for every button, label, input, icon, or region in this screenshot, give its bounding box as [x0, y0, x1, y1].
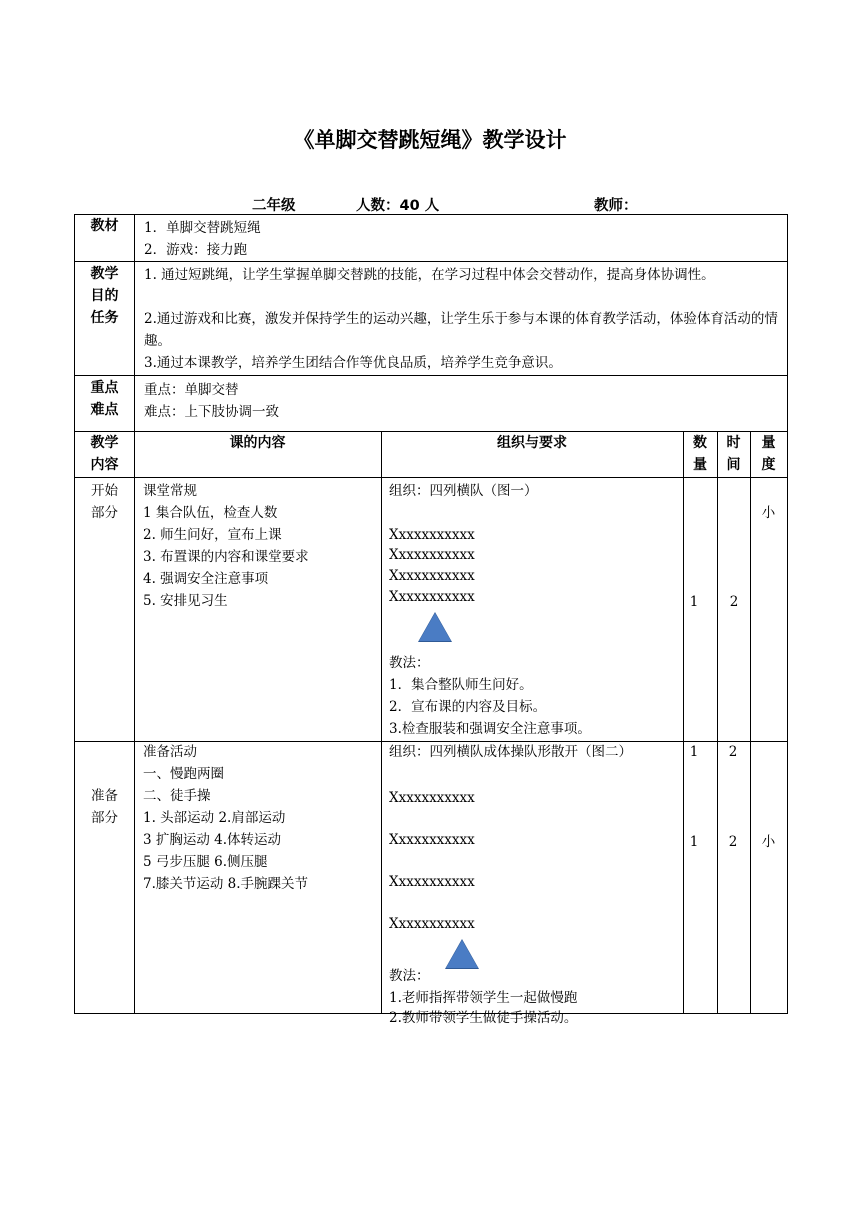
material-label: 教材 — [90, 218, 119, 234]
start-qty: 1 — [689, 594, 699, 610]
prep-content-5: 5 弓步压腿 6.侧压腿 — [143, 854, 268, 870]
prep-content-6: 7.膝关节运动 8.手腕踝关节 — [143, 876, 309, 892]
start-content-5: 5. 安排见习生 — [143, 593, 228, 609]
prep-method-1: 1.老师指挥带领学生一起做慢跑 — [389, 990, 578, 1006]
prep-content-1: 一、慢跑两圈 — [143, 766, 224, 782]
header-qty-1: 数 — [693, 435, 707, 451]
start-formation-row-2: Xxxxxxxxxxx — [389, 547, 475, 563]
start-time: 2 — [729, 594, 739, 610]
prep-method-2: 2.教师带领学生做徒手操活动。 — [389, 1010, 578, 1026]
goal-line-2: 2.通过游戏和比赛，激发并保持学生的运动兴趣，让学生乐于参与本课的体育教学活动，体验体育活动的情趣。 — [144, 311, 778, 349]
header-intensity — [750, 431, 787, 478]
start-content-1: 1 集合队伍，检查人数 — [143, 505, 278, 521]
goal-line-1: 1. 通过短跳绳，让学生掌握单脚交替跳的技能，在学习过程中体会交替动作，提高身体协调性。 — [144, 267, 715, 283]
start-method-3: 3.检查服装和强调安全注意事项。 — [389, 721, 591, 737]
header-org-text: 组织与要求 — [497, 435, 567, 451]
prep-org-title: 组织：四列横队成体操队形散开（图二） — [389, 744, 632, 760]
prep-content-4: 3 扩胸运动 4.体转运动 — [143, 832, 282, 848]
header-org — [381, 431, 684, 478]
start-formation-row-1: Xxxxxxxxxxx — [389, 527, 475, 543]
prep-qty-1: 1 — [689, 744, 699, 760]
start-org-title: 组织：四列横队（图一） — [389, 483, 538, 499]
header-qty-2: 量 — [693, 457, 707, 473]
lesson-plan-table — [74, 214, 788, 1026]
prep-content-0: 准备活动 — [143, 744, 197, 760]
start-content-3: 3. 布置课的内容和课堂要求 — [143, 549, 309, 565]
start-intensity-cell — [750, 477, 787, 742]
prep-time-cell — [717, 741, 751, 1013]
prep-label-cell — [75, 741, 135, 1013]
prep-method-title: 教法： — [389, 968, 430, 984]
key-label-cell — [75, 375, 135, 432]
goals-label-2: 目的 — [90, 288, 119, 304]
goals-label-1: 教学 — [90, 266, 119, 282]
goals-label-3: 任务 — [90, 310, 119, 326]
header-time-2: 间 — [726, 457, 741, 473]
prep-formation-row-4: Xxxxxxxxxxx — [389, 916, 475, 932]
start-content-2: 2. 师生问好，宣布上课 — [143, 527, 282, 543]
header-time-1: 时 — [726, 435, 741, 451]
header-content-label-1: 教学 — [90, 435, 119, 451]
start-formation-row-4: Xxxxxxxxxxx — [389, 589, 475, 605]
key-label-2: 难点 — [90, 402, 119, 418]
material-content-cell — [134, 215, 787, 262]
start-content-0: 课堂常规 — [143, 483, 197, 499]
prep-formation-row-3: Xxxxxxxxxxx — [389, 874, 475, 890]
start-label-1: 开始 — [91, 483, 118, 499]
prep-intensity: 小 — [761, 834, 776, 850]
student-count-text: 人数：40 人 — [356, 198, 440, 214]
prep-time-2: 2 — [728, 834, 738, 850]
header-intensity-1: 量 — [761, 435, 776, 451]
start-method-title: 教法： — [389, 655, 430, 671]
prep-formation-row-1: Xxxxxxxxxxx — [389, 790, 475, 806]
goals-label-cell — [75, 261, 135, 376]
prep-content-3: 1. 头部运动 2.肩部运动 — [143, 810, 286, 826]
key-point: 重点：单脚交替 — [144, 382, 239, 398]
teacher-text: 教师： — [594, 198, 638, 214]
start-time-cell — [717, 477, 751, 742]
prep-qty-cell — [683, 741, 718, 1013]
start-content-cell — [134, 477, 382, 742]
start-content-4: 4. 强调安全注意事项 — [143, 571, 269, 587]
grade-text: 二年级 — [252, 198, 296, 214]
prep-label-1: 准备 — [91, 788, 118, 804]
header-intensity-2: 度 — [761, 457, 776, 473]
start-formation-row-3: Xxxxxxxxxxx — [389, 568, 475, 584]
start-method-1: 1．集合整队师生问好。 — [389, 677, 533, 693]
teacher-triangle-fill-icon — [419, 613, 451, 641]
difficult-point: 难点：上下肢协调一致 — [144, 404, 279, 420]
key-label-1: 重点 — [90, 380, 119, 396]
header-content-label — [75, 431, 135, 478]
document-title: 《单脚交替跳短绳》教学设计 — [293, 128, 567, 152]
material-label-cell — [75, 215, 135, 262]
start-label-2: 部分 — [91, 505, 118, 521]
prep-content-cell — [134, 741, 382, 1013]
goal-line-3: 3.通过本课教学，培养学生团结合作等优良品质，培养学生竞争意识。 — [144, 355, 562, 371]
prep-formation-row-2: Xxxxxxxxxxx — [389, 832, 475, 848]
info-line — [0, 194, 860, 214]
prep-qty-2: 1 — [689, 834, 699, 850]
key-content-cell — [134, 375, 787, 432]
header-qty — [683, 431, 718, 478]
material-line-2: 2．游戏：接力跑 — [144, 242, 248, 258]
start-label-cell — [75, 477, 135, 742]
prep-content-2: 二、徒手操 — [143, 788, 211, 804]
prep-intensity-cell — [750, 741, 787, 1013]
start-qty-cell — [683, 477, 718, 742]
material-line-1: 1．单脚交替跳短绳 — [144, 220, 261, 236]
header-lesson — [134, 431, 382, 478]
start-org-cell — [381, 477, 684, 742]
goals-content-cell — [134, 261, 787, 376]
prep-time-1: 2 — [728, 744, 738, 760]
header-time — [717, 431, 751, 478]
prep-org-cell — [381, 741, 684, 1026]
start-intensity: 小 — [761, 505, 776, 521]
header-content-label-2: 内容 — [90, 457, 119, 473]
teacher-triangle-fill-icon-2 — [446, 940, 478, 968]
prep-label-2: 部分 — [91, 810, 118, 826]
start-method-2: 2．宣布课的内容及目标。 — [389, 699, 547, 715]
header-lesson-text: 课的内容 — [229, 435, 286, 451]
